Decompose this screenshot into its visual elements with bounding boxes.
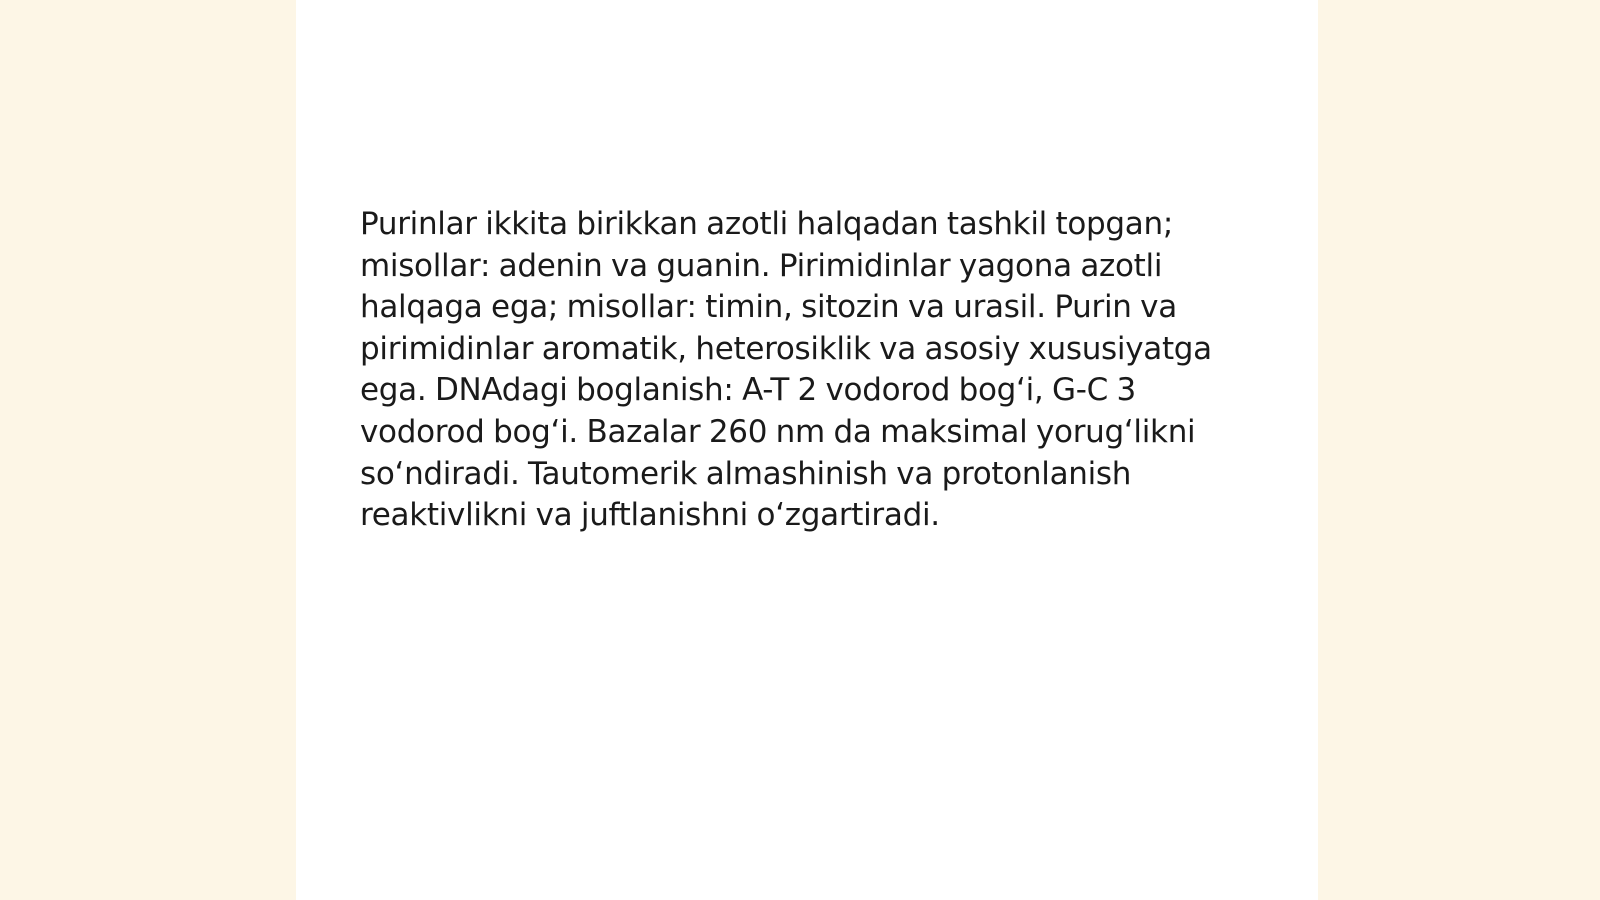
document-page <box>296 0 1318 900</box>
body-paragraph: Purinlar ikkita birikkan azotli halqadan tashkil topgan; misollar: adenin va guanin. Pirimidinlar yagona azotli halqaga ega; misollar: timin, sitozin va urasil. Purin va pirimidinlar aromatik, heterosiklik va asosiy xususiyatga ega. DNAdagi boglanish: A-T 2 vodorod bog‘i, G-C 3 vodorod bog‘i. Bazalar 260 nm da maksimal yorug‘likni so‘ndiradi. Tautomerik almashinish va protonlanish reaktivlikni va juftlanishni o‘zgartiradi. <box>360 206 1212 534</box>
